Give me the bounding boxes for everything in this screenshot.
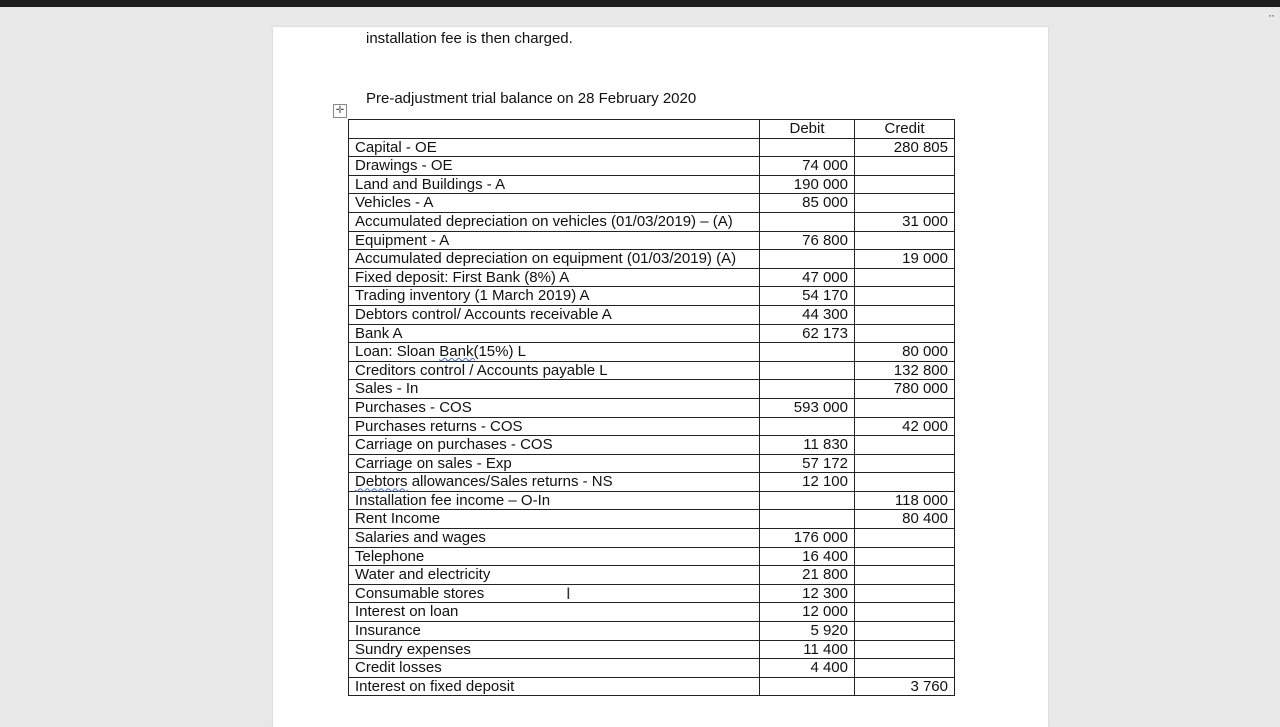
- account-cell[interactable]: Water and electricity: [349, 566, 760, 585]
- debit-cell[interactable]: [760, 250, 855, 269]
- more-options-icon[interactable]: ··: [1268, 8, 1274, 22]
- table-row[interactable]: [349, 659, 955, 678]
- table-row[interactable]: [349, 212, 955, 231]
- debit-cell[interactable]: [760, 361, 855, 380]
- account-cell[interactable]: Insurance: [349, 622, 760, 641]
- debit-cell[interactable]: [760, 491, 855, 510]
- debit-cell[interactable]: 4 400: [760, 659, 855, 678]
- table-row[interactable]: [349, 305, 955, 324]
- account-cell[interactable]: Creditors control / Accounts payable L: [349, 361, 760, 380]
- table-caption: Pre-adjustment trial balance on 28 February 2020: [366, 90, 697, 107]
- credit-cell[interactable]: [855, 640, 955, 659]
- account-cell[interactable]: Debtors allowances/Sales returns - NS: [349, 473, 760, 492]
- credit-cell[interactable]: 80 000: [855, 343, 955, 362]
- table-row[interactable]: [349, 268, 955, 287]
- account-cell[interactable]: Salaries and wages: [349, 529, 760, 548]
- table-row[interactable]: [349, 417, 955, 436]
- debit-cell[interactable]: 12 300: [760, 584, 855, 603]
- credit-cell[interactable]: 31 000: [855, 212, 955, 231]
- credit-cell[interactable]: [855, 547, 955, 566]
- header-credit: Credit: [855, 120, 955, 139]
- account-cell[interactable]: Land and Buildings - A: [349, 175, 760, 194]
- table-row[interactable]: [349, 380, 955, 399]
- credit-cell[interactable]: [855, 529, 955, 548]
- intro-text: installation fee is then charged.: [366, 30, 573, 47]
- debit-cell[interactable]: 44 300: [760, 305, 855, 324]
- credit-cell[interactable]: 118 000: [855, 491, 955, 510]
- table-row[interactable]: [349, 566, 955, 585]
- credit-cell[interactable]: [855, 231, 955, 250]
- credit-cell[interactable]: [855, 603, 955, 622]
- account-cell[interactable]: Sales - In: [349, 380, 760, 399]
- credit-cell[interactable]: [855, 454, 955, 473]
- spellcheck-mark: Debtors: [355, 473, 408, 491]
- credit-cell[interactable]: [855, 194, 955, 213]
- credit-cell[interactable]: [855, 157, 955, 176]
- table-row[interactable]: [349, 250, 955, 269]
- account-cell[interactable]: Carriage on purchases - COS: [349, 436, 760, 455]
- account-cell[interactable]: Drawings - OE: [349, 157, 760, 176]
- credit-cell[interactable]: [855, 305, 955, 324]
- credit-cell[interactable]: [855, 473, 955, 492]
- credit-cell[interactable]: 80 400: [855, 510, 955, 529]
- credit-cell[interactable]: [855, 566, 955, 585]
- table-row[interactable]: [349, 436, 955, 455]
- credit-cell[interactable]: [855, 287, 955, 306]
- table-row[interactable]: [349, 529, 955, 548]
- debit-cell[interactable]: 57 172: [760, 454, 855, 473]
- debit-cell[interactable]: 11 830: [760, 436, 855, 455]
- debit-cell[interactable]: 74 000: [760, 157, 855, 176]
- table-row[interactable]: [349, 547, 955, 566]
- debit-cell[interactable]: 190 000: [760, 175, 855, 194]
- table-row[interactable]: [349, 361, 955, 380]
- account-cell[interactable]: Loan: Sloan Bank(15%) L: [349, 343, 760, 362]
- debit-cell[interactable]: 5 920: [760, 622, 855, 641]
- account-cell[interactable]: Consumable stores: [349, 584, 760, 603]
- account-cell[interactable]: Interest on loan: [349, 603, 760, 622]
- credit-cell[interactable]: [855, 584, 955, 603]
- account-cell[interactable]: Sundry expenses: [349, 640, 760, 659]
- debit-cell[interactable]: 21 800: [760, 566, 855, 585]
- account-cell[interactable]: Trading inventory (1 March 2019) A: [349, 287, 760, 306]
- table-row[interactable]: [349, 454, 955, 473]
- text-cursor-icon: I: [566, 584, 571, 603]
- window-top-bar: [0, 0, 1280, 7]
- table-row[interactable]: [349, 510, 955, 529]
- debit-cell[interactable]: [760, 212, 855, 231]
- credit-cell[interactable]: 42 000: [855, 417, 955, 436]
- account-cell[interactable]: Purchases - COS: [349, 398, 760, 417]
- account-cell[interactable]: Interest on fixed deposit: [349, 677, 760, 696]
- table-row[interactable]: [349, 640, 955, 659]
- table-header-row: [349, 120, 955, 139]
- credit-cell[interactable]: 132 800: [855, 361, 955, 380]
- table-row[interactable]: [349, 398, 955, 417]
- debit-cell[interactable]: 593 000: [760, 398, 855, 417]
- debit-cell[interactable]: [760, 677, 855, 696]
- account-cell[interactable]: Purchases returns - COS: [349, 417, 760, 436]
- table-row[interactable]: [349, 175, 955, 194]
- credit-cell[interactable]: 780 000: [855, 380, 955, 399]
- credit-cell[interactable]: [855, 324, 955, 343]
- account-cell[interactable]: Vehicles - A: [349, 194, 760, 213]
- account-cell[interactable]: Accumulated depreciation on vehicles (01/03/2019) – (A): [349, 212, 760, 231]
- table-row[interactable]: [349, 677, 955, 696]
- table-row[interactable]: [349, 138, 955, 157]
- account-cell[interactable]: Bank A: [349, 324, 760, 343]
- debit-cell[interactable]: 62 173: [760, 324, 855, 343]
- account-cell[interactable]: Capital - OE: [349, 138, 760, 157]
- debit-cell[interactable]: 76 800: [760, 231, 855, 250]
- header-debit: Debit: [760, 120, 855, 139]
- debit-cell[interactable]: 85 000: [760, 194, 855, 213]
- account-cell[interactable]: Carriage on sales - Exp: [349, 454, 760, 473]
- spellcheck-mark: Bank(: [439, 343, 479, 361]
- debit-cell[interactable]: [760, 343, 855, 362]
- debit-cell[interactable]: [760, 138, 855, 157]
- debit-cell[interactable]: 12 000: [760, 603, 855, 622]
- debit-cell[interactable]: 47 000: [760, 268, 855, 287]
- account-cell[interactable]: Installation fee income – O-In: [349, 491, 760, 510]
- credit-cell[interactable]: [855, 659, 955, 678]
- credit-cell[interactable]: 280 805: [855, 138, 955, 157]
- credit-cell[interactable]: [855, 175, 955, 194]
- debit-cell[interactable]: [760, 510, 855, 529]
- trial-balance-table[interactable]: [348, 119, 955, 696]
- debit-cell[interactable]: 12 100: [760, 473, 855, 492]
- table-row[interactable]: [349, 603, 955, 622]
- debit-cell[interactable]: 11 400: [760, 640, 855, 659]
- table-move-handle-icon[interactable]: ✛: [333, 104, 347, 118]
- table-row[interactable]: [349, 622, 955, 641]
- credit-cell[interactable]: [855, 436, 955, 455]
- account-cell[interactable]: Equipment - A: [349, 231, 760, 250]
- debit-cell[interactable]: 54 170: [760, 287, 855, 306]
- table-row[interactable]: [349, 491, 955, 510]
- account-cell[interactable]: Accumulated depreciation on equipment (01/03/2019) (A): [349, 250, 760, 269]
- table-row[interactable]: [349, 157, 955, 176]
- table-row[interactable]: [349, 343, 955, 362]
- credit-cell[interactable]: [855, 398, 955, 417]
- account-cell[interactable]: Rent Income: [349, 510, 760, 529]
- account-cell[interactable]: Credit losses: [349, 659, 760, 678]
- debit-cell[interactable]: [760, 417, 855, 436]
- account-cell[interactable]: Telephone: [349, 547, 760, 566]
- header-account: [349, 120, 760, 139]
- table-row[interactable]: [349, 473, 955, 492]
- credit-cell[interactable]: [855, 268, 955, 287]
- debit-cell[interactable]: [760, 380, 855, 399]
- table-row[interactable]: [349, 194, 955, 213]
- debit-cell[interactable]: 16 400: [760, 547, 855, 566]
- table-row[interactable]: [349, 231, 955, 250]
- account-cell[interactable]: Debtors control/ Accounts receivable A: [349, 305, 760, 324]
- document-page[interactable]: [273, 27, 1048, 727]
- table-row[interactable]: [349, 324, 955, 343]
- table-row[interactable]: [349, 287, 955, 306]
- debit-cell[interactable]: 176 000: [760, 529, 855, 548]
- table-row[interactable]: [349, 584, 955, 603]
- credit-cell[interactable]: 3 760: [855, 677, 955, 696]
- credit-cell[interactable]: 19 000: [855, 250, 955, 269]
- credit-cell[interactable]: [855, 622, 955, 641]
- account-cell[interactable]: Fixed deposit: First Bank (8%) A: [349, 268, 760, 287]
